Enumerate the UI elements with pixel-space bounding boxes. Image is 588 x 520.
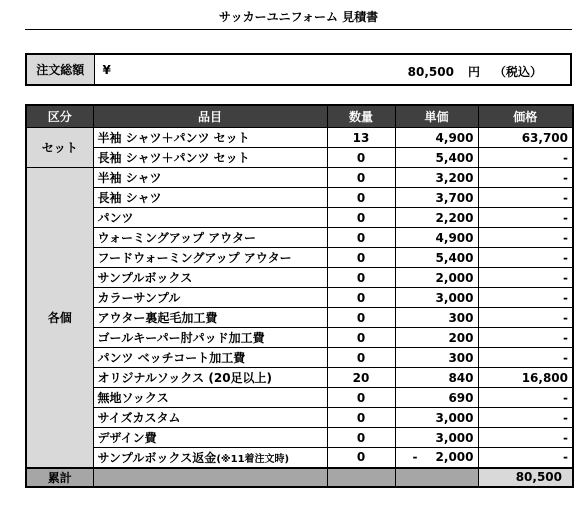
total-label: 累計 [26, 468, 93, 487]
unit-price-cell [395, 288, 478, 308]
item-note: (※11着注文時) [216, 453, 290, 465]
qty-cell[interactable]: 0 [327, 208, 395, 228]
table-row [26, 408, 573, 428]
item-cell [93, 348, 327, 368]
item-name: 長袖 シャツ＋パンツ セット [97, 151, 250, 165]
order-total-tax: （税込） [493, 65, 542, 79]
order-total-value-cell[interactable] [94, 54, 571, 85]
item-cell [93, 208, 327, 228]
unit-price-value: 690 [448, 390, 474, 405]
table-row [26, 248, 573, 268]
unit-price-value: 3,000 [435, 290, 474, 305]
order-total-amount-group [394, 63, 542, 80]
qty-cell[interactable]: 13 [327, 128, 395, 148]
item-name: カラーサンプル [97, 291, 181, 305]
item-name: 半袖 シャツ＋パンツ セット [97, 131, 250, 145]
table-row [26, 188, 573, 208]
currency-symbol: ¥ [102, 63, 111, 77]
unit-price-cell [395, 268, 478, 288]
unit-price-cell [395, 148, 478, 168]
qty-cell[interactable]: 0 [327, 428, 395, 448]
category-cell: 各個 [26, 168, 93, 468]
qty-cell[interactable]: 0 [327, 448, 395, 468]
total-blank-qty [327, 468, 395, 487]
item-cell [93, 268, 327, 288]
item-cell [93, 188, 327, 208]
title-underline [25, 29, 572, 30]
document-title: サッカーユニフォーム 見積書 [218, 10, 379, 24]
price-cell: - [478, 308, 573, 328]
table-row [26, 128, 573, 148]
price-cell: 16,800 [478, 368, 573, 388]
price-cell: - [478, 328, 573, 348]
price-cell: - [478, 428, 573, 448]
qty-cell[interactable]: 0 [327, 348, 395, 368]
item-cell [93, 448, 327, 468]
item-name: パンツ [97, 211, 134, 225]
unit-price-value: 5,400 [435, 150, 474, 165]
order-total-unit: 円 [467, 65, 480, 79]
item-cell [93, 288, 327, 308]
item-name: 無地ソックス [97, 391, 169, 405]
unit-price-value: 2,000 [435, 450, 474, 465]
item-cell [93, 328, 327, 348]
unit-price-value: 4,900 [435, 230, 474, 245]
unit-price-cell [395, 228, 478, 248]
item-cell [93, 168, 327, 188]
table-row [26, 148, 573, 168]
unit-price-cell [395, 408, 478, 428]
item-cell [93, 428, 327, 448]
table-row [26, 368, 573, 388]
item-cell [93, 388, 327, 408]
unit-price-cell [395, 208, 478, 228]
table-row [26, 448, 573, 468]
table-row [26, 348, 573, 368]
unit-price-cell [395, 248, 478, 268]
unit-price-value: 200 [448, 330, 474, 345]
unit-price-value: 840 [448, 370, 474, 385]
header-qty: 数量 [327, 105, 395, 128]
item-name: デザイン費 [97, 431, 157, 445]
item-name: ゴールキーパー肘パッド加工費 [97, 331, 265, 345]
price-cell: - [478, 248, 573, 268]
order-total-label: 注文総額 [26, 54, 94, 85]
qty-cell[interactable]: 0 [327, 388, 395, 408]
price-cell: - [478, 228, 573, 248]
price-cell: - [478, 268, 573, 288]
table-row [26, 388, 573, 408]
unit-price-value: 300 [448, 310, 474, 325]
item-name: ウォーミングアップ アウター [97, 231, 256, 245]
price-cell: - [478, 208, 573, 228]
unit-price-value: 3,000 [435, 410, 474, 425]
item-name: 長袖 シャツ [97, 191, 162, 205]
qty-cell[interactable]: 20 [327, 368, 395, 388]
qty-cell[interactable]: 0 [327, 288, 395, 308]
table-row [26, 228, 573, 248]
category-cell: セット [26, 128, 93, 168]
item-name: サンプルボックス [97, 271, 193, 285]
qty-cell[interactable]: 0 [327, 248, 395, 268]
unit-price-cell [395, 168, 478, 188]
unit-price-cell [395, 128, 478, 148]
unit-price-value: 5,400 [435, 250, 474, 265]
price-cell: - [478, 408, 573, 428]
item-name: パンツ ベッチコート加工費 [97, 351, 246, 365]
header-category: 区分 [26, 105, 93, 128]
total-blank-unit [395, 468, 478, 487]
total-row [26, 468, 573, 487]
table-row [26, 208, 573, 228]
table-row [26, 308, 573, 328]
total-blank-item [93, 468, 327, 487]
unit-price-value: 3,000 [435, 430, 474, 445]
unit-price-cell [395, 388, 478, 408]
item-cell [93, 308, 327, 328]
price-cell: - [478, 168, 573, 188]
unit-price-cell [395, 428, 478, 448]
unit-price-value: 4,900 [435, 130, 474, 145]
item-name: サンプルボックス返金 [97, 450, 217, 465]
price-cell: - [478, 348, 573, 368]
header-row [26, 105, 573, 128]
unit-price-value: 300 [448, 350, 474, 365]
qty-cell[interactable]: 0 [327, 228, 395, 248]
item-cell [93, 228, 327, 248]
estimate-table [25, 104, 574, 488]
unit-price-value: 2,000 [435, 270, 474, 285]
item-name: アウター裏起毛加工費 [97, 311, 218, 325]
price-cell: - [478, 288, 573, 308]
price-cell: - [478, 188, 573, 208]
qty-cell[interactable]: 0 [327, 328, 395, 348]
header-unit-price: 単価 [395, 105, 478, 128]
header-price: 価格 [478, 105, 573, 128]
negative-sign: - [412, 450, 418, 465]
unit-price-cell [395, 188, 478, 208]
qty-cell[interactable]: 0 [327, 268, 395, 288]
unit-price-value: 3,700 [435, 190, 474, 205]
item-cell [93, 148, 327, 168]
price-cell: - [478, 148, 573, 168]
table-row [26, 428, 573, 448]
item-name: サイズカスタム [97, 411, 181, 425]
unit-price-value: 2,200 [435, 210, 474, 225]
table-row [26, 328, 573, 348]
unit-price-value: 3,200 [435, 170, 474, 185]
price-cell: - [478, 448, 573, 468]
item-cell [93, 128, 327, 148]
qty-cell[interactable]: 0 [327, 408, 395, 428]
qty-cell[interactable]: 0 [327, 148, 395, 168]
unit-price-cell [395, 368, 478, 388]
item-cell [93, 408, 327, 428]
item-cell [93, 248, 327, 268]
qty-cell[interactable]: 0 [327, 168, 395, 188]
table-row [26, 168, 573, 188]
order-total-amount: 80,500 [407, 65, 454, 79]
table-row [26, 288, 573, 308]
qty-cell[interactable]: 0 [327, 188, 395, 208]
item-name: フードウォーミングアップ アウター [97, 251, 292, 265]
item-name: 半袖 シャツ [97, 171, 162, 185]
item-cell [93, 368, 327, 388]
item-name: オリジナルソックス (20足以上) [97, 371, 273, 385]
table-row [26, 268, 573, 288]
unit-price-cell [395, 348, 478, 368]
price-cell: - [478, 388, 573, 408]
total-value: 80,500 [478, 468, 573, 487]
unit-price-cell [395, 448, 478, 468]
qty-cell[interactable]: 0 [327, 308, 395, 328]
unit-price-cell [395, 328, 478, 348]
price-cell: 63,700 [478, 128, 573, 148]
header-item: 品目 [93, 105, 327, 128]
order-total-table [25, 53, 572, 86]
unit-price-cell [395, 308, 478, 328]
